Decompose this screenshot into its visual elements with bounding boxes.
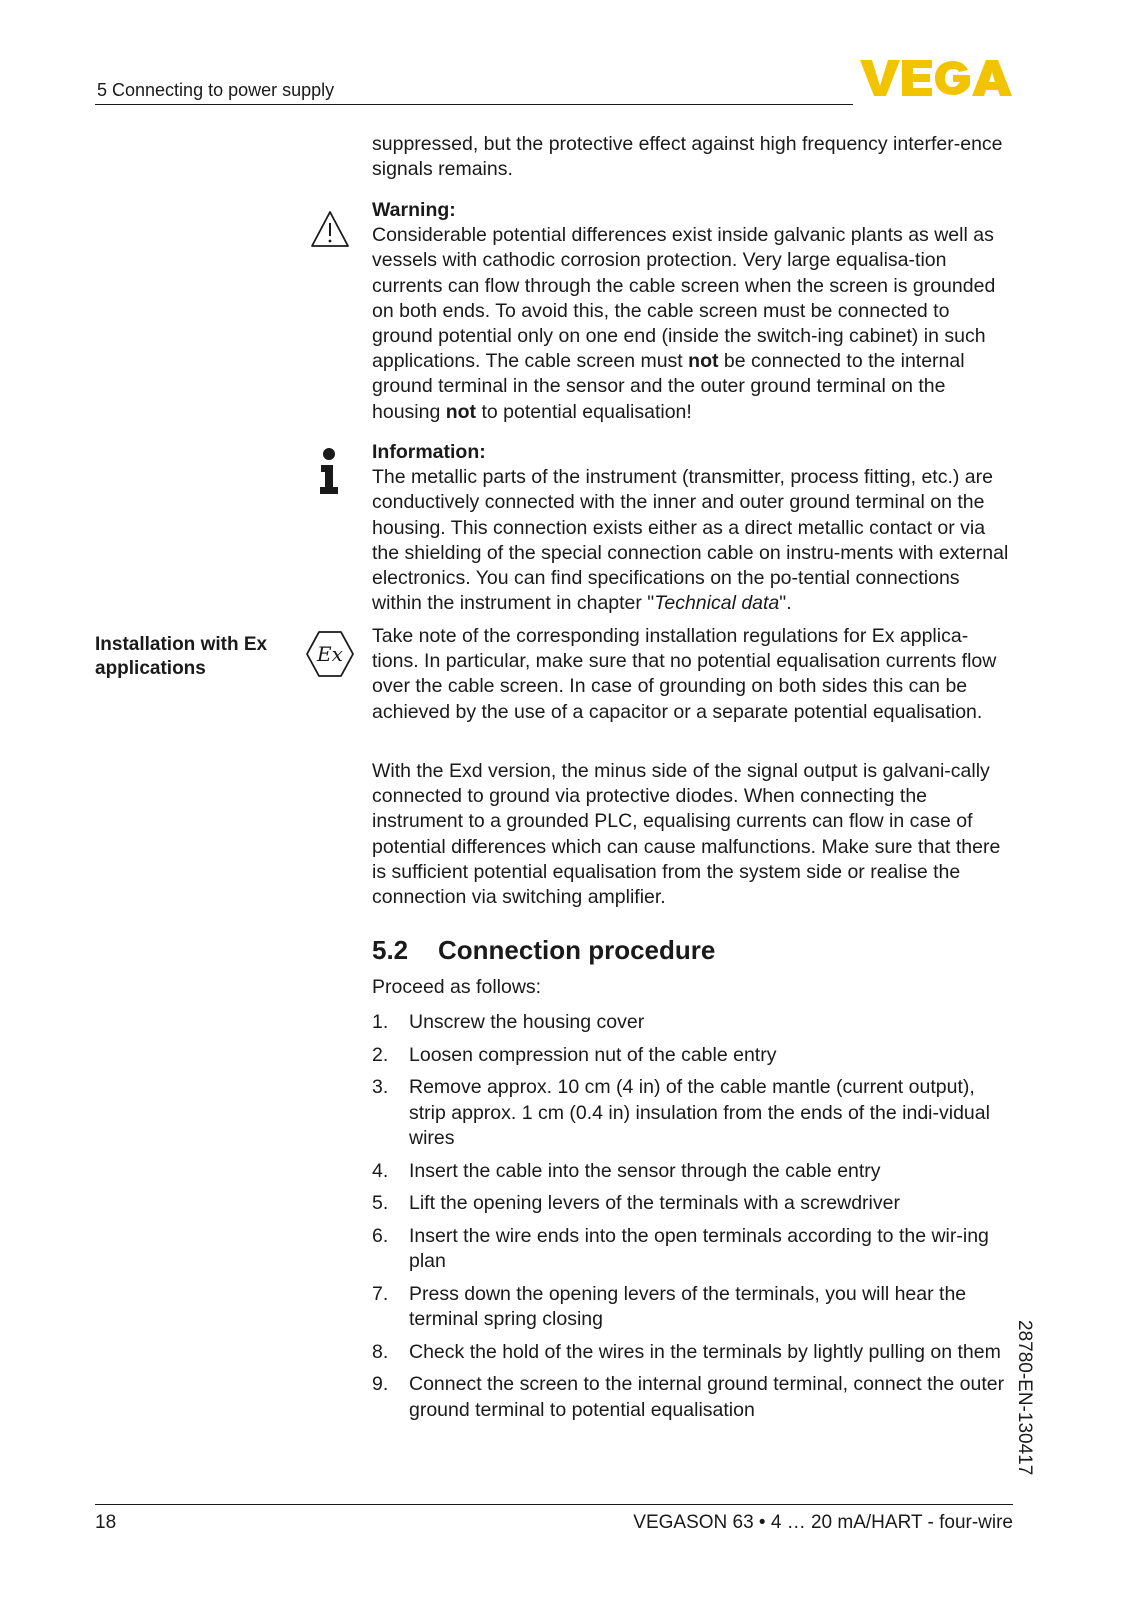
document-code: 28780-EN-130417: [1014, 1320, 1035, 1476]
step-number: 5.: [372, 1192, 389, 1215]
ex-paragraph-2: With the Exd version, the minus side of the signal output is galvani-cally connected to ground via protective diodes. When connecting the instrument to a grounded PLC, equalising currents can flow in case of potential differences which can cause malfunctions. Make sure that there is sufficient potential equalisation from the system side or realise the connection via switching amplifier.: [372, 760, 1001, 909]
list-item: [372, 1043, 1012, 1068]
warning-emphasis: not: [688, 350, 719, 373]
continuation-paragraph: [372, 132, 1012, 182]
step-text: Unscrew the housing cover: [409, 1011, 645, 1033]
ex-paragraph-1: Take note of the corresponding installation regulations for Ex applica-tions. In particular, make sure that no potential equalisation currents flow over the cable screen. In case of grounding on both sides this can be achieved by the use of a capacitor or a separate potential equalisation.: [372, 625, 997, 723]
warning-emphasis: not: [445, 400, 477, 423]
warning-label: Warning:: [372, 199, 456, 221]
footer-product: VEGASON 63 • 4 … 20 mA/HART - four-wire: [633, 1512, 1013, 1533]
svg-text:Ex: Ex: [317, 642, 343, 666]
info-icon: [316, 447, 342, 495]
vega-logo: [860, 58, 1012, 98]
step-number: 4.: [372, 1159, 389, 1182]
step-number: 6.: [372, 1224, 389, 1247]
information-text: [372, 465, 1012, 616]
warning-text-part: to potential equalisation!: [476, 400, 692, 423]
step-text: Check the hold of the wires in the terminals by lightly pulling on them: [409, 1340, 1001, 1363]
list-item: [372, 1159, 1012, 1184]
list-item: [372, 1372, 1012, 1422]
step-text: Press down the opening levers of the terminals, you will hear the terminal spring closing: [409, 1282, 967, 1331]
section-number: 5.2: [372, 935, 409, 965]
ex-hexagon-icon: [305, 630, 355, 678]
warning-block: [372, 198, 1012, 425]
list-item: [372, 1340, 1012, 1365]
list-item: [372, 1191, 1012, 1216]
step-number: 8.: [372, 1340, 389, 1363]
section-title: Connection procedure: [438, 935, 716, 965]
step-text: Connect the screen to the internal ground terminal, connect the outer ground terminal to potential equalisation: [409, 1373, 1005, 1421]
step-text: Insert the wire ends into the open terminals according to the wir-ing plan: [409, 1224, 989, 1273]
warning-text: [372, 223, 1012, 425]
information-block: [372, 440, 1012, 616]
step-number: 7.: [372, 1282, 389, 1305]
information-text-part: The metallic parts of the instrument (transmitter, process fitting, etc.) are conductively connected with the inner and outer ground terminal on the housing. This connection exists either as a direct metallic contact or via the shielding of the special connection cable on instru-ments with external electronics. You can find specifications on the po-tential connections within the instrument in chapter ": [372, 466, 1009, 615]
step-number: 2.: [372, 1043, 389, 1066]
ex-side-label: Installation with Ex applications: [95, 634, 268, 679]
step-text: Loosen compression nut of the cable entry: [409, 1043, 777, 1066]
step-text: Insert the cable into the sensor through the cable entry: [409, 1159, 881, 1182]
list-item: [372, 1075, 1012, 1151]
list-item: [372, 1010, 1012, 1035]
information-text-part: ".: [779, 592, 792, 615]
step-text: Remove approx. 10 cm (4 in) of the cable mantle (current output), strip approx. 1 cm (0.4 in) insulation from the ends of the indi-vidual wires: [409, 1076, 990, 1149]
section-intro: Proceed as follows:: [372, 976, 542, 998]
step-number: 1.: [372, 1011, 389, 1033]
procedure-list: [372, 1010, 1012, 1430]
running-header: 5 Connecting to power supply: [97, 80, 335, 100]
warning-triangle-icon: [310, 210, 350, 248]
list-item: [372, 1282, 1012, 1332]
information-label: Information:: [372, 441, 486, 463]
step-text: Lift the opening levers of the terminals with a screwdriver: [409, 1192, 900, 1215]
list-item: [372, 1224, 1012, 1274]
footer-rule: [95, 1504, 1013, 1505]
page-number: 18: [95, 1512, 117, 1533]
section-heading: [372, 935, 715, 966]
header-rule: [95, 104, 853, 105]
warning-text-part: Considerable potential differences exist inside galvanic plants as well as vessels with cathodic corrosion protection. Very large equalisa-tion currents can flow through the cable screen when the screen is grounded on both ends. To avoid this, the cable screen must be connected to ground potential only on one end (inside the switch-ing cabinet) in such applications. The cable screen must: [372, 224, 996, 373]
continuation-text: suppressed, but the protective effect against high frequency interfer-ence signals remains.: [372, 133, 1003, 181]
step-number: 9.: [372, 1373, 389, 1396]
warning-text-part: be connected to the internal ground terminal in the sensor and the outer ground terminal on the housing: [372, 350, 965, 423]
step-number: 3.: [372, 1076, 389, 1099]
information-italic: Technical data: [654, 592, 780, 615]
